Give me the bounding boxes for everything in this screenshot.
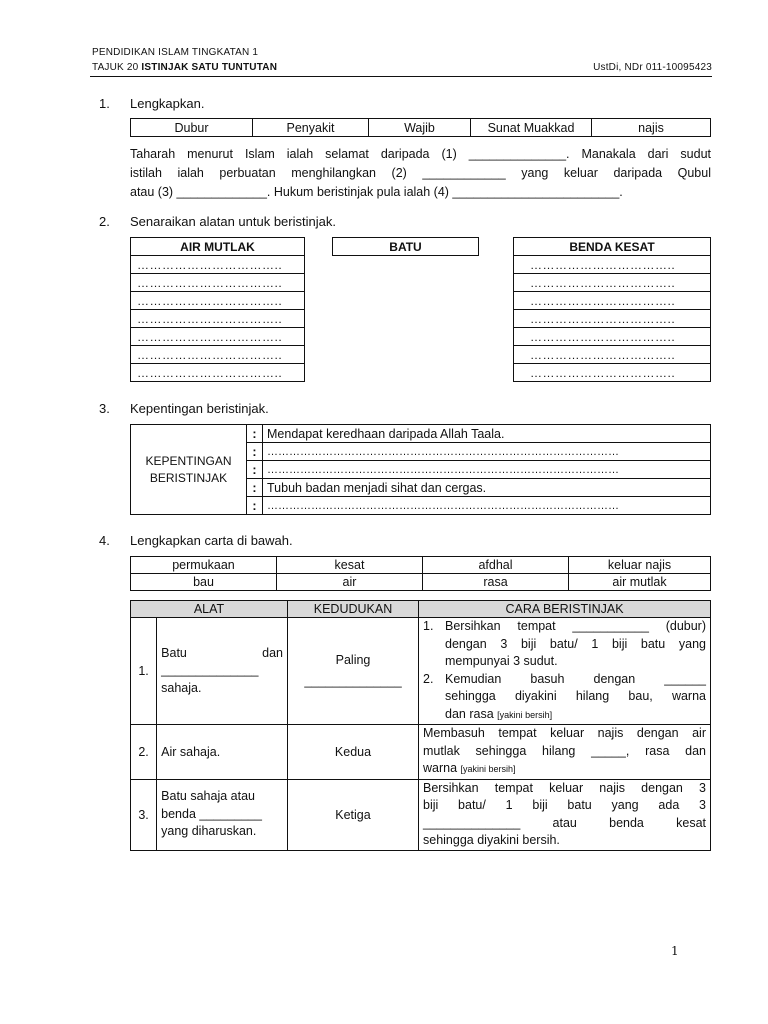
colon: : xyxy=(247,443,263,461)
q3-number: 3. xyxy=(99,401,110,416)
q4-word-bank xyxy=(130,556,711,591)
word-bank-cell: bau xyxy=(131,574,277,591)
blank-line: …………………………….. xyxy=(514,346,711,364)
alat-line: ______________ xyxy=(161,663,259,678)
q3-label-cell xyxy=(131,425,247,515)
cara-text: warna xyxy=(423,761,461,775)
header-subject: PENDIDIKAN ISLAM TINGKATAN 1 xyxy=(92,47,259,58)
q3-instruction: Kepentingan beristinjak. xyxy=(130,401,269,416)
colon: : xyxy=(247,479,263,497)
colon: : xyxy=(247,497,263,515)
word-bank-cell: Wajib xyxy=(369,119,471,137)
blank-line: …………………………….. xyxy=(514,274,711,292)
word-bank-cell: keluar najis xyxy=(569,557,711,574)
q2-instruction: Senaraikan alatan untuk beristinjak. xyxy=(130,214,336,229)
cara-line: sehingga diyakini bersih. xyxy=(423,833,560,847)
col-header-alat: ALAT xyxy=(131,601,288,618)
q4-number: 4. xyxy=(99,533,110,548)
kedudukan-cell: Kedua xyxy=(288,725,419,780)
blank-line: …………………………….. xyxy=(514,364,711,382)
cara-cell xyxy=(419,618,711,725)
alat-cell xyxy=(157,618,288,725)
word-bank-cell: permukaan xyxy=(131,557,277,574)
kedudukan-line: Paling xyxy=(335,652,371,667)
step-number: 2. xyxy=(423,671,434,686)
cara-step xyxy=(423,671,706,725)
blank-line: …………………………….. xyxy=(131,256,305,274)
cara-line xyxy=(445,706,706,725)
word-bank-cell: air xyxy=(277,574,423,591)
alat-line xyxy=(161,645,283,663)
blank-line: …………………………….. xyxy=(131,328,305,346)
col-header-kedudukan: KEDUDUKAN xyxy=(288,601,419,618)
cara-cell xyxy=(419,779,711,850)
blank-line: …………………………….. xyxy=(131,346,305,364)
q1-para-line: atau (3) _____________. Hukum beristinjak pula ialah (4) ________________________. xyxy=(130,185,623,199)
cara-line: mutlak sehingga hilang _____, rasa dan xyxy=(423,743,706,758)
blank-line: …………………………….. xyxy=(131,292,305,310)
word-bank-cell: kesat xyxy=(277,557,423,574)
q3-row-text: Tubuh badan menjadi sihat dan cergas. xyxy=(263,479,711,497)
q1-number: 1. xyxy=(99,96,110,111)
q3-row-blank: …………………………………………………………………………………… xyxy=(263,497,711,515)
row-number: 2. xyxy=(131,725,157,780)
cara-note: [yakini bersih] xyxy=(497,709,553,720)
kedudukan-line: ______________ xyxy=(304,674,402,688)
cara-line: Kemudian basuh dengan ______ xyxy=(445,671,706,686)
q1-para-line: istilah ialah perbuatan menghilangkan (2) ____________ yang keluar daripada Qubul xyxy=(130,166,711,180)
blank-line: …………………………….. xyxy=(514,328,711,346)
benda-kesat-header: BENDA KESAT xyxy=(514,238,711,256)
cara-line: Bersihkan tempat ___________ (dubur) xyxy=(445,619,706,633)
blank-line: …………………………….. xyxy=(131,364,305,382)
cara-note: [yakini bersih] xyxy=(460,764,516,774)
table-air-mutlak xyxy=(130,237,305,382)
q4-instruction: Lengkapkan carta di bawah. xyxy=(130,533,293,548)
blank-line: …………………………….. xyxy=(514,292,711,310)
header-topic xyxy=(92,62,277,73)
cara-line: dengan 3 biji batu/ 1 biji batu yang xyxy=(445,636,706,651)
q2-number: 2. xyxy=(99,214,110,229)
word-bank-cell: Dubur xyxy=(131,119,253,137)
q3-label-line: BERISTINJAK xyxy=(149,470,228,485)
kedudukan-cell: Ketiga xyxy=(288,779,419,850)
cara-line xyxy=(423,760,706,779)
air-mutlak-header: AIR MUTLAK xyxy=(131,238,305,256)
alat-word: dan xyxy=(262,645,283,660)
alat-cell xyxy=(157,779,288,850)
cara-line: biji batu/ 1 biji batu yang ada 3 xyxy=(423,798,706,812)
cara-line: mempunyai 3 sudut. xyxy=(445,654,558,668)
alat-line: Batu sahaja atau xyxy=(161,789,255,804)
word-bank-cell: najis xyxy=(592,119,711,137)
cara-line: ______________ atau benda kesat xyxy=(423,815,706,830)
q3-row-text: Mendapat keredhaan daripada Allah Taala. xyxy=(263,425,711,443)
header-rule xyxy=(90,76,712,77)
q1-instruction: Lengkapkan. xyxy=(130,96,205,111)
cara-line: Bersihkan tempat keluar najis dengan 3 xyxy=(423,780,706,795)
q3-table xyxy=(130,424,711,515)
blank-line: …………………………….. xyxy=(514,310,711,328)
q3-row-blank: …………………………………………………………………………………… xyxy=(263,461,711,479)
alat-line: yang diharuskan. xyxy=(161,824,257,839)
table-benda-kesat xyxy=(513,237,711,382)
step-number: 1. xyxy=(423,619,434,633)
word-bank-cell: air mutlak xyxy=(569,574,711,591)
cara-line: Membasuh tempat keluar najis dengan air xyxy=(423,726,706,740)
cara-text: dan rasa xyxy=(445,706,498,721)
word-bank-cell: afdhal xyxy=(423,557,569,574)
blank-line: …………………………….. xyxy=(514,256,711,274)
colon: : xyxy=(247,461,263,479)
word-bank-cell: Penyakit xyxy=(253,119,369,137)
cara-cell xyxy=(419,725,711,780)
col-header-cara: CARA BERISTINJAK xyxy=(419,601,711,618)
q1-para-line: Taharah menurut Islam ialah selamat daripada (1) ______________. Manakala dari sudut xyxy=(130,147,711,161)
q3-row-blank: …………………………………………………………………………………… xyxy=(263,443,711,461)
header-author: UstDi, NDr 011-10095423 xyxy=(593,62,712,73)
page-number: 1 xyxy=(671,944,679,958)
alat-cell: Air sahaja. xyxy=(157,725,288,780)
alat-line: sahaja. xyxy=(161,680,202,695)
batu-header: BATU xyxy=(333,238,479,256)
table-batu xyxy=(332,237,479,256)
kedudukan-cell xyxy=(288,618,419,725)
q1-word-bank xyxy=(130,118,711,137)
q1-paragraph xyxy=(130,145,711,202)
q3-label-line: KEPENTINGAN xyxy=(145,453,232,468)
blank-line: …………………………….. xyxy=(131,310,305,328)
word-bank-cell: rasa xyxy=(423,574,569,591)
word-bank-cell: Sunat Muakkad xyxy=(471,119,592,137)
blank-line: …………………………….. xyxy=(131,274,305,292)
alat-word: Batu xyxy=(161,645,187,660)
colon: : xyxy=(247,425,263,443)
q4-chart-table xyxy=(130,600,711,851)
cara-line: sehingga diyakini hilang bau, warna xyxy=(445,689,706,703)
alat-line: benda _________ xyxy=(161,806,262,821)
header-topic-prefix: TAJUK 20 xyxy=(92,62,142,73)
row-number: 3. xyxy=(131,779,157,850)
cara-step xyxy=(423,618,706,671)
header-topic-title: ISTINJAK SATU TUNTUTAN xyxy=(141,62,278,73)
row-number: 1. xyxy=(131,618,157,725)
